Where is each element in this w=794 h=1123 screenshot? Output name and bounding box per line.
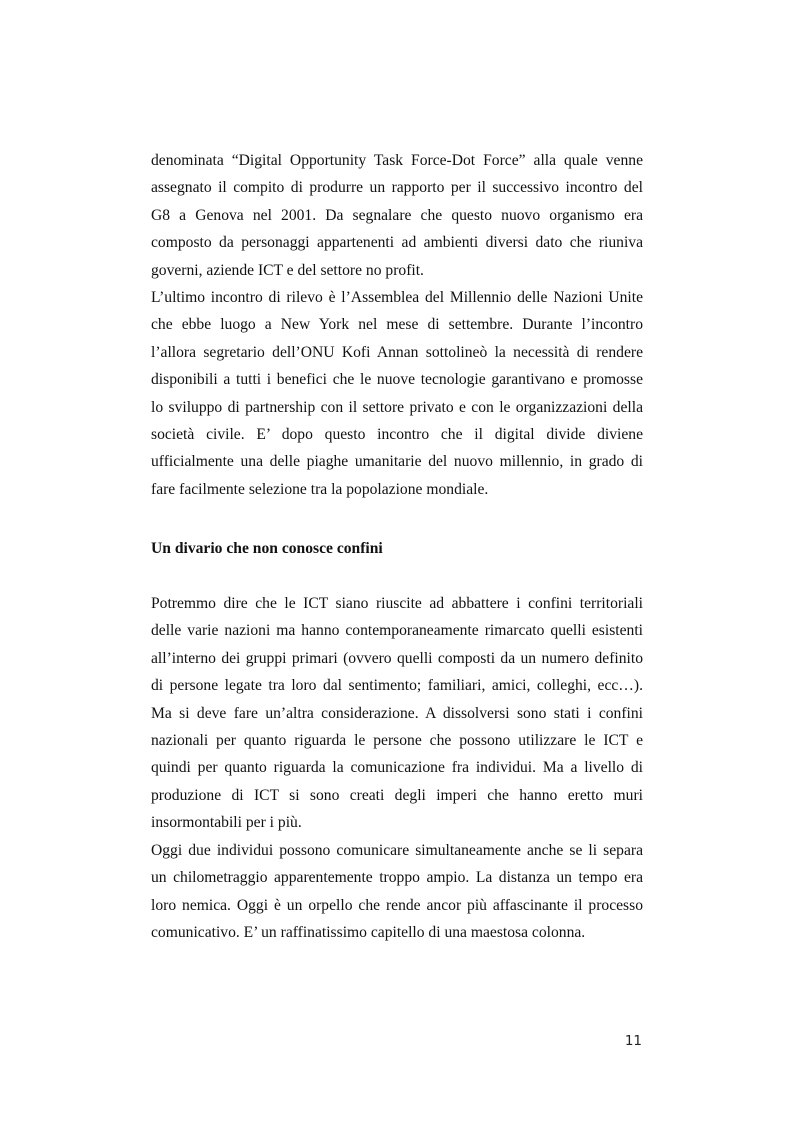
text-line: lo sviluppo di partnership con il settore privato e con le organizzazioni della — [151, 398, 643, 416]
text-line: di persone legate tra loro dal sentimento; familiari, amici, colleghi, ecc…). — [151, 677, 643, 695]
page-number: 11 — [624, 1033, 642, 1049]
text-line: loro nemica. Oggi è un orpello che rende ancor più affascinante il processo — [151, 896, 643, 914]
text-line: nazionali per quanto riguarda le persone che possono utilizzare le ICT e — [151, 731, 643, 749]
text-line: Oggi due individui possono comunicare simultaneamente anche se li separa — [151, 842, 643, 859]
text-line: che ebbe luogo a New York nel mese di settembre. Durante l’incontro — [151, 316, 643, 334]
text-line: assegnato il compito di produrre un rapporto per il successivo incontro del — [151, 179, 643, 197]
text-line: Potremmo dire che le ICT siano riuscite ad abbattere i confini territoriali — [151, 595, 643, 612]
text-line: un chilometraggio apparentemente troppo ampio. La distanza un tempo era — [151, 869, 643, 887]
text-line: L’ultimo incontro di rilevo è l’Assemblea del Millennio delle Nazioni Unite — [151, 289, 643, 306]
paragraph-3 — [151, 590, 643, 837]
paragraph-4 — [151, 837, 643, 947]
text-line: insormontabili per i più. — [151, 814, 302, 832]
text-line: ufficialmente una delle piaghe umanitarie del nuovo millennio, in grado di — [151, 453, 643, 471]
text-line: fare facilmente selezione tra la popolazione mondiale. — [151, 480, 489, 498]
text-line: composto da personaggi appartenenti ad ambienti diversi dato che riuniva — [151, 234, 643, 252]
text-line: Ma si deve fare un’altra considerazione. A dissolversi sono stati i confini — [151, 704, 643, 722]
text-line: G8 a Genova nel 2001. Da segnalare che questo nuovo organismo era — [151, 206, 643, 224]
text-line: società civile. E’ dopo questo incontro che il digital divide diviene — [151, 425, 643, 443]
paragraph-2 — [151, 284, 643, 503]
text-line: l’allora segretario dell’ONU Kofi Annan sottolineò la necessità di rendere — [151, 343, 643, 361]
text-line: all’interno dei gruppi primari (ovvero quelli composti da un numero definito — [151, 649, 643, 667]
paragraph-1 — [151, 147, 643, 284]
text-line: delle varie nazioni ma hanno contemporaneamente rimarcato quelli esistenti — [151, 622, 643, 640]
text-line: denominata “Digital Opportunity Task Force-Dot Force” alla quale venne — [151, 152, 643, 169]
text-line: produzione di ICT si sono creati degli imperi che hanno eretto muri — [151, 786, 643, 804]
section-heading: Un divario che non conosce confini — [151, 540, 383, 557]
text-line: quindi per quanto riguarda la comunicazione fra individui. Ma a livello di — [151, 759, 643, 777]
text-line: comunicativo. E’ un raffinatissimo capitello di una maestosa colonna. — [151, 924, 586, 942]
text-line: governi, aziende ICT e del settore no profit. — [151, 261, 424, 279]
text-line: disponibili a tutti i benefici che le nuove tecnologie garantivano e promosse — [151, 371, 643, 389]
